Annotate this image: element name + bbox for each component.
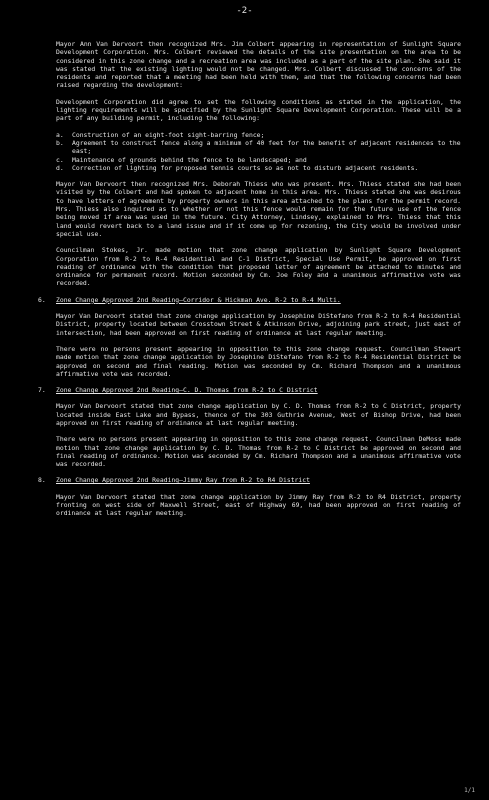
condition-text: Correction of lighting for proposed tennis courts so as not to disturb adjacent residents. — [72, 163, 419, 172]
condition-text: Agreement to construct fence along a minimum of 40 feet for the benefit of adjacent residences to the east; — [72, 138, 461, 156]
section-paragraph: Mayor Van Dervoort stated that zone change application by C. D. Thomas from R-2 to C District, property located inside East Lake and Bypass, thence of the 303 Guthrie Avenue, West of Bishop Drive, had been approved on first reading of ordinance at last regular meeting. — [56, 402, 461, 427]
page-number: -2- — [236, 6, 253, 16]
section-number: 8. — [38, 476, 46, 485]
paragraph-2: Mayor Van Dervoort then recognized Mrs. Deborah Thiess who was present. Mrs. Thiess stated she had been visited by the Colbert and had spoken to adjacent home in this area. Mrs. Thiess stated she was desirous to have letters of agreement by property owners in this area attached to the plans for the permit record. Mrs. Thiess also inquired as to whether or not this fence would remain for the future use of the fence being moved if area was used in the future. City Attorney, Lindsey, explained to Mrs. Thiess that this land would revert back to a land issue and if it come up for rezoning, the City would be involved under special use. — [56, 180, 461, 238]
conditions-intro: Development Corporation did agree to set the following conditions as stated in the application, the lighting requirements will be specified by the Sunlight Square Development Corporation. These will be a part of any building permit, including the following: — [56, 97, 461, 123]
section-paragraph: There were no persons present appearing in opposition to this zone change request. Councilman Stewart made motion that zone change application by Josephine DiStefano from R-2 to R-4 Residential District be approved on second and final reading. Motion was seconded by Cm. Richard Thompson and a unanimous affirmative vote was recorded. — [56, 344, 461, 378]
section-6 — [38, 295, 461, 378]
condition-marker: b. — [56, 138, 64, 147]
section-number: 7. — [38, 386, 46, 395]
section-paragraph: There were no persons present appearing in opposition to this zone change request. Councilman DeMoss made motion that zone change application by C. D. Thomas from R-2 to C District be approved on second and final reading of ordinance. Motion was seconded by Cm. Richard Thompson and a unanimous affirmative vote was recorded. — [56, 435, 461, 469]
intro-paragraph: Mayor Ann Van Dervoort then recognized Mrs. Jim Colbert appearing in representation of Sunlight Square Development Corporation. Mrs. Colbert reviewed the details of the site presentation on the area to be considered in this zone change and a recreation area was included as a part of the site plan. She said it was stated that the existing lighting would not be changed. Mrs. Colbert discussed the concerns of the residents and reported that a meeting had been held with them, and that the following concerns had been raised regarding the development: — [56, 40, 461, 90]
section-7 — [38, 386, 461, 469]
condition-item — [56, 164, 461, 172]
section-paragraph: Mayor Van Dervoort stated that zone change application by Jimmy Ray from R-2 to R4 District, property fronting on west side of Maxwell Street, east of Highway 69, had been approved on first reading of ordinance at last regular meeting. — [56, 492, 461, 518]
paragraph-3: Councilman Stokes, Jr. made motion that zone change application by Sunlight Square Development Corporation from R-2 to R-4 Residential and C-1 District, Special Use Permit, be approved on first reading of ordinance with the condition that proposed letter of agreement be attached to minutes and ordinance for permanent record. Motion seconded by Cm. Joe Foley and a unanimous affirmative vote was recorded. — [56, 246, 461, 288]
condition-item — [56, 156, 461, 164]
condition-text: Maintenance of grounds behind the fence to be landscaped; and — [72, 155, 307, 164]
section-heading: Zone Change Approved 2nd Reading—Corridor & Hickman Ave. R-2 to R-4 Multi. — [56, 295, 341, 304]
condition-marker: d. — [56, 163, 64, 172]
minutes-body — [38, 40, 461, 526]
condition-item — [56, 131, 461, 139]
section-number: 6. — [38, 295, 46, 304]
corner-mark: 1/1 — [464, 787, 475, 794]
section-paragraph: Mayor Van Dervoort stated that zone change application by Josephine DiStefano from R-2 to R-4 Residential District, property located between Crosstown Street & Atkinson Drive, adjoining park street, just east of intersection, had been approved on first reading of ordinance at last regular meeting. — [56, 312, 461, 337]
section-8 — [38, 476, 461, 518]
section-heading: Zone Change Approved 2nd Reading—C. D. Thomas from R-2 to C District — [56, 386, 318, 395]
section-heading: Zone Change Approved 2nd Reading—Jimmy Ray from R-2 to R4 District — [56, 476, 310, 485]
condition-marker: c. — [56, 155, 64, 164]
condition-item — [56, 139, 461, 156]
conditions-list — [56, 131, 461, 172]
condition-text: Construction of an eight-foot sight-barring fence; — [72, 130, 265, 139]
condition-marker: a. — [56, 130, 64, 139]
